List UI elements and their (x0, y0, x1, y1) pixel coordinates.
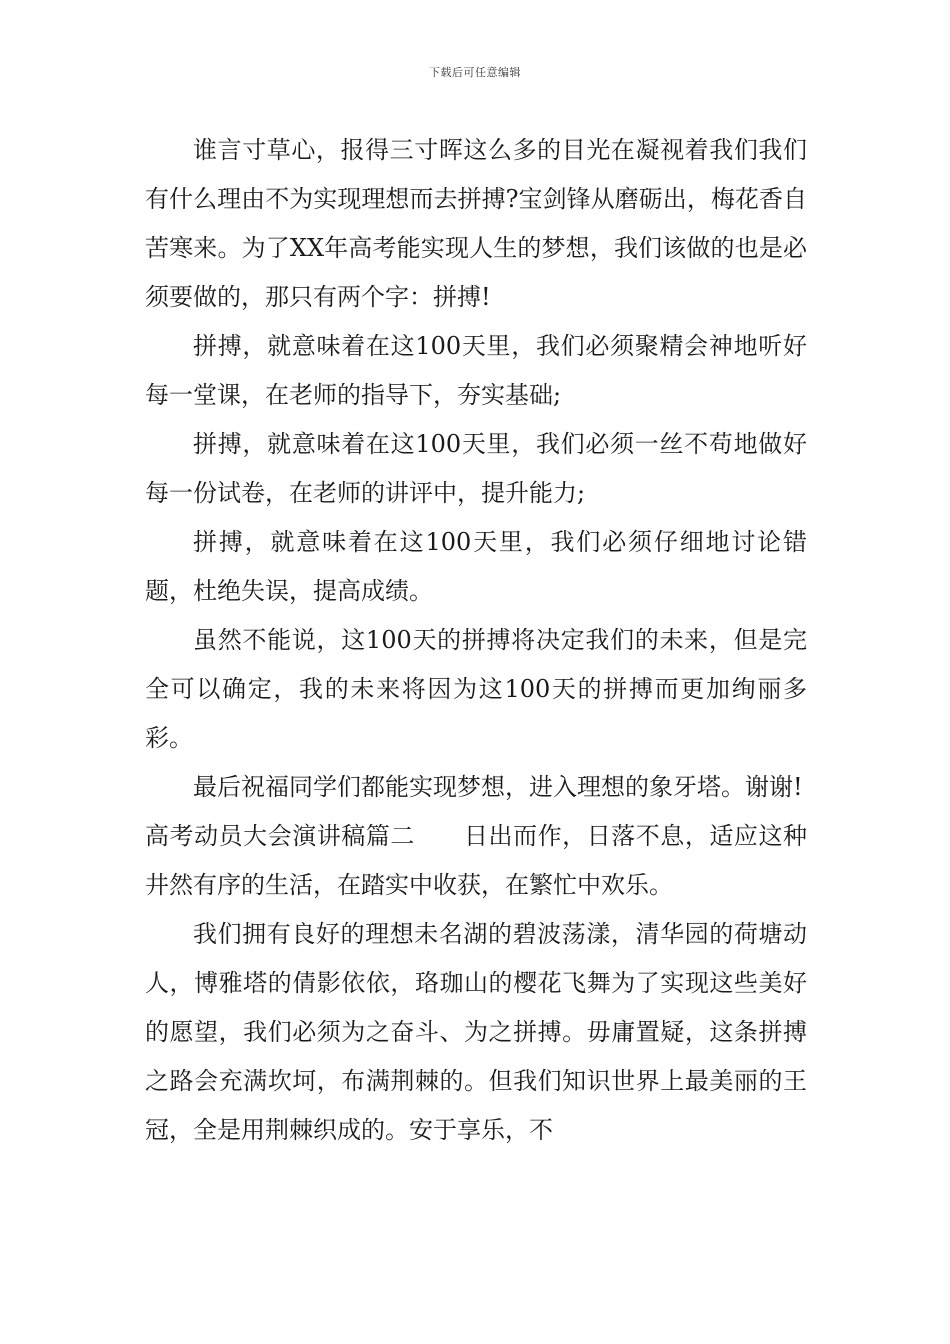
page-header-note: 下载后可任意编辑 (429, 66, 521, 79)
paragraph: 最后祝福同学们都能实现梦想，进入理想的象牙塔。谢谢! (193, 773, 803, 801)
paragraph: 拼搏，就意味着在这100天里，我们必须聚精会神地听好每一堂课，在老师的指导下，夯实基础; (145, 332, 807, 409)
document-body (145, 126, 807, 1155)
paragraph: 拼搏，就意味着在这100天里，我们必须一丝不苟地做好每一份试卷，在老师的讲评中，提升能力; (145, 430, 807, 507)
paragraph: 谁言寸草心，报得三寸晖这么多的目光在凝视着我们我们有什么理由不为实现理想而去拼搏?宝剑锋从磨砺出，梅花香自苦寒来。为了XX年高考能实现人生的梦想，我们该做的也是必须要做的，那只有两个字：拼搏! (145, 136, 807, 311)
section-heading-paragraph: 高考动员大会演讲稿篇二 日出而作，日落不息，适应这种井然有序的生活，在踏实中收获，在繁忙中欢乐。 (145, 822, 807, 899)
paragraph: 虽然不能说，这100天的拼搏将决定我们的未来，但是完全可以确定，我的未来将因为这100天的拼搏而更加绚丽多彩。 (145, 626, 807, 752)
paragraph: 我们拥有良好的理想未名湖的碧波荡漾，清华园的荷塘动人，博雅塔的倩影依依，珞珈山的樱花飞舞为了实现这些美好的愿望，我们必须为之奋斗、为之拼搏。毋庸置疑，这条拼搏之路会充满坎坷，布满荆棘的。但我们知识世界上最美丽的王冠，全是用荆棘织成的。安于享乐，不 (145, 920, 807, 1144)
paragraph: 拼搏，就意味着在这100天里，我们必须仔细地讨论错题，杜绝失误，提高成绩。 (145, 528, 807, 605)
